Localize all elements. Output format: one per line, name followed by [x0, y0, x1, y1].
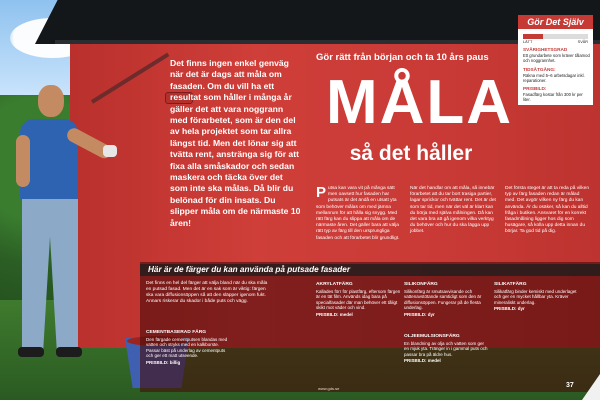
- roof: [35, 0, 600, 44]
- article-subheadline: så det håller: [349, 142, 473, 165]
- difficulty-gauge-fill: [523, 34, 543, 39]
- time-text: Räkna med 5–6 arbetsdagar inkl. reparationer.: [523, 73, 585, 84]
- person-right-shoe: [56, 347, 82, 357]
- paint-type-description: Kallades förr för plastfärg, eftersom färgen är en tät film. Används idag bara på specialfasader där man behöver ett tåligt skikt mot väder och vind.: [316, 288, 401, 311]
- price-label: PRISBILD:: [523, 86, 547, 91]
- paint-type-name: SILIKONFÄRG: [404, 282, 438, 287]
- price-text: Fasadfärg kostar från 300 kr per liter.: [523, 92, 583, 103]
- person-jeans: [22, 199, 78, 349]
- person-head: [38, 85, 64, 117]
- paint-type-price: PRISBILD: medel: [404, 358, 441, 364]
- difficulty-text: Ett grundarbete som kräver tålamod och noggrannhet.: [523, 53, 590, 64]
- paint-types-title: Här är de färger du kan använda på putsade fasader: [140, 264, 600, 276]
- intro-text: Det finns ingen enkel genväg när det är dags att måla om fasaden. Om du vill ha ett resultat som håller i många år gäller det att vara noggrann med förarbetet, som är den del av hela projektet som tar allra längst tid. Men det lönar sig att tvätta rent, anstränga sig för att fixa alla småskador och sedan maskera och täcka över det som inte ska målas. Då blir du belönad för din insats. Du slipper måla om de närmaste 10 åren!: [170, 58, 301, 228]
- paint-types-intro: Det finns en hel del färger att välja bland när du ska måla en putsad fasad. Men det är en sak som är viktig: färgen ska vara diffusionsöppen så att den släpper igenom fukt. Annars riskerar du skador i både puts och vägg.: [146, 281, 268, 304]
- difficulty-gauge: [523, 34, 588, 39]
- person-left-shoe: [18, 347, 44, 357]
- paint-type-item: [494, 282, 580, 312]
- paint-type-item: [316, 282, 402, 318]
- time-label: TIDSÅTGÅNG:: [523, 67, 556, 72]
- paint-type-description: En blandning av olja och vatten som ger en mjuk yta. Tränger in i gammal puts och passar bra på äldre hus.: [404, 340, 488, 357]
- paint-type-price: PRISBILD: dyr: [404, 311, 435, 317]
- paint-type-item: [146, 330, 232, 366]
- body-column-1: [316, 186, 404, 242]
- person-left-arm: [16, 135, 30, 187]
- painter-person: [8, 85, 118, 375]
- body-column-2: När det handlar om att måla, så innebär förarbetet att du tar bort trasiga partier, lagar sprickor och tvättar rent. Det är det som tar tid, men när det väl är klart kan du börja med själva målningen. Då kan det vara bra att gå igenom vilka verktyg du behöver och hur du ska lägga upp jobbet.: [410, 186, 496, 235]
- difficulty-label: SVÅRIGHETSGRAD: [523, 47, 568, 52]
- footer-url: www.gds.se: [318, 386, 340, 391]
- paint-type-description: Den färgade cementputsen blandas med vatten och stryks med en kalkborste. Passar bäst på underlag av cementputs och ger ett matt utseende.: [146, 336, 228, 359]
- paint-type-price: PRISBILD: dyr: [494, 306, 525, 312]
- paint-type-description: Silikonfärg är smutsavvisande och vattenavstötande samtidigt som den är diffusionsöppen. Fungerar på de flesta underlag.: [404, 288, 482, 311]
- paint-type-name: SILIKATFÄRG: [494, 282, 527, 287]
- paint-type-item: [404, 334, 490, 364]
- article-kicker: Gör rätt från början och ta 10 års paus: [316, 52, 489, 63]
- paint-type-description: Silikatfärg binder kemiskt med underlaget och ger en mycket hållbar yta. Kräver mineraliskt underlag.: [494, 288, 577, 305]
- person-glove: [103, 145, 117, 157]
- paint-type-name: OLJEEMULSIONSFÄRG: [404, 334, 460, 339]
- paint-type-item: [404, 282, 490, 318]
- paint-type-price: PRISBILD: medel: [316, 311, 353, 317]
- gauge-max-label: SVÅR: [577, 40, 588, 44]
- paint-type-price: PRISBILD: billig: [146, 359, 181, 365]
- article-headline: MÅLA: [326, 68, 514, 137]
- body-column-3: Det första steget är att ta reda på vilken typ av färg fasaden redan är målad med. Det avgör vilken ny färg du kan använda. Är du osäker, så kan du alltid fråga i butiken. Ansvaret för en korrekt fasadmålning ligger hos dig som husägare, så kolla upp detta innan du börjar. Ta god tid på dig.: [505, 186, 589, 235]
- page-number: 37: [566, 382, 574, 389]
- paint-type-name: AKRYLATFÄRG: [316, 282, 353, 287]
- drop-cap: P: [316, 184, 327, 201]
- section-tab: Gör Det Själv: [518, 15, 593, 29]
- gauge-min-label: LÄTT: [523, 40, 533, 44]
- body-column-1-text: utsa kan vara vit på många sätt men oavsett hur fasaden har putsats är det ändå en utsatt yta som behöver målas om med jämna mellanrum för att hålla sig snygg. Med rätt färg kan du slippa att måla om de närmaste åren. Det gäller bara att välja rätt typ av färg till den ursprungliga fasaden och att förarbetet blir grundligt.: [316, 186, 400, 241]
- paint-type-name: CEMENTBASERAD FÄRG: [146, 330, 207, 335]
